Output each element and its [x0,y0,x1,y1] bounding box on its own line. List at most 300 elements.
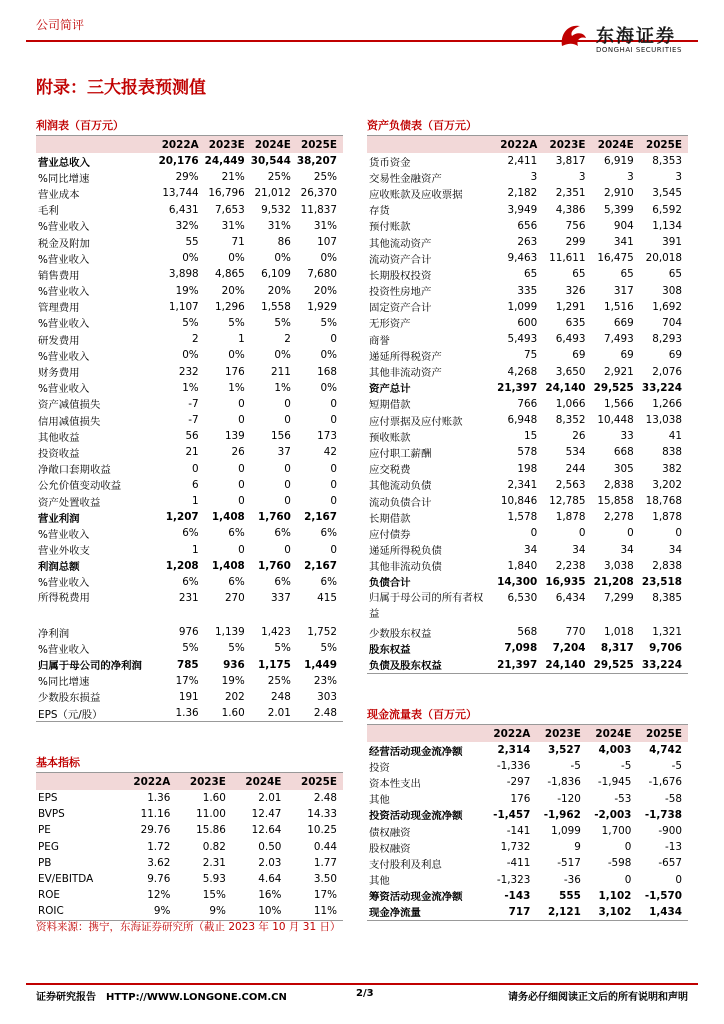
value-cell: 0 [330,462,337,475]
row-label: 现金净流量 [367,904,486,921]
value-cell: 0 [284,462,291,475]
value-cell: -517 [557,857,581,870]
table-row [367,283,688,299]
value-cell: 1,692 [652,300,682,313]
table-row [367,758,688,774]
row-label: EPS [38,792,58,805]
table-row [36,202,343,218]
value-cell: 0% [320,381,337,394]
value-cell: -141 [506,825,531,838]
row-label: 固定资产合计 [369,302,432,315]
value-cell: 1.60 [205,705,251,722]
value-cell: 5.93 [202,873,226,886]
value-cell: 2.01 [251,705,297,722]
table-row [36,689,343,705]
table-row [36,806,343,822]
row-label: %营业收入 [38,253,90,266]
value-cell: 2.48 [297,705,343,722]
row-label: 负债及股东权益 [367,656,495,673]
value-cell: 34 [668,543,682,556]
row-label: 营业利润 [38,512,80,525]
table-row [36,855,343,871]
value-cell: 0 [330,414,337,427]
row-label: 经营活动现金流净额 [369,745,463,758]
value-cell: 3 [627,171,634,184]
row-label: 投资 [369,761,390,774]
value-cell: 2,167 [304,559,337,572]
row-label: 股权融资 [369,842,411,855]
table-row [36,461,343,477]
row-label: 少数股东损益 [38,692,101,705]
value-cell: 3 [675,171,682,184]
value-cell: 0 [284,495,291,508]
value-cell: 0% [320,252,337,265]
table-row [367,169,688,185]
row-label: %营业收入 [38,350,90,363]
value-cell: 12,785 [549,495,586,508]
value-cell: 0% [274,349,291,362]
table-row [367,823,688,839]
row-label: 负债合计 [369,577,411,590]
value-cell: 770 [565,626,586,639]
value-cell: 976 [178,626,199,639]
page-number: 2/3 [356,988,374,999]
value-cell: -1,570 [644,889,682,902]
value-cell: 176 [224,365,245,378]
value-cell: 2,182 [507,187,538,200]
value-cell: 0 [578,527,586,540]
value-cell: 2,351 [555,187,586,200]
value-cell: -1,962 [543,808,581,821]
page-title: 附录：三大报表预测值 [36,78,206,98]
table-row [36,640,343,656]
column-header: 2022A [495,136,543,153]
value-cell: 1,840 [507,559,538,572]
value-cell: 1 [192,495,199,508]
value-cell: 29,525 [592,656,640,673]
value-cell: 1,134 [652,219,682,232]
table-row [367,590,688,624]
value-cell: 4,865 [215,268,245,281]
table-header-row [367,725,688,742]
value-cell: 1,434 [637,904,688,921]
column-header: 2025E [637,725,688,742]
basic-indicators-panel [36,754,343,921]
row-label: %营业收入 [38,221,90,234]
value-cell: 38,207 [296,155,337,168]
value-cell: 16,935 [545,575,586,588]
value-cell: 0 [238,397,245,410]
value-cell: 270 [224,592,245,605]
value-cell: 6% [228,527,245,540]
value-cell: 2.48 [313,792,337,805]
value-cell: 32% [175,219,199,232]
value-cell: 31% [221,219,245,232]
value-cell: 5% [182,642,199,655]
row-label: 资产处置收益 [38,496,101,509]
dragon-logo-icon [556,20,590,54]
value-cell: 16,796 [208,187,245,200]
value-cell: 202 [224,690,245,703]
value-cell: 176 [510,792,531,805]
value-cell: 0% [182,252,199,265]
value-cell: 198 [517,462,538,475]
value-cell: 248 [271,690,291,703]
footer-divider [26,983,698,985]
value-cell: 3,527 [548,744,581,757]
table-row [36,574,343,590]
value-cell: 37 [277,446,291,459]
value-cell: 69 [620,349,634,362]
row-label: 支付股利及利息 [369,858,442,871]
table-row [36,153,343,169]
value-cell: 0 [330,495,337,508]
row-label: 交易性金融资产 [369,172,442,185]
row-label: PEG [38,840,59,853]
value-cell: 7,204 [552,642,586,655]
value-cell: 4,003 [598,744,632,757]
value-cell: -657 [658,857,682,870]
row-label: 流动资产合计 [369,253,432,266]
value-cell: 0 [530,527,538,540]
balance-sheet-title: 资产负债表（百万元） [367,117,688,136]
value-cell: 1,423 [261,626,291,639]
row-label: 货币资金 [369,156,411,169]
value-cell: 7,653 [215,203,245,216]
value-cell: 24,140 [543,656,591,673]
table-row [367,461,688,477]
value-cell: 717 [486,904,537,921]
table-row [367,444,688,460]
value-cell: 9,463 [507,252,538,265]
row-label: 流动负债合计 [369,496,432,509]
value-cell: 232 [178,365,199,378]
value-cell: 936 [223,658,245,671]
value-cell: 41 [668,430,682,443]
row-label: 股东权益 [369,643,411,656]
value-cell: 0 [330,478,337,491]
header-label-cell [367,725,486,742]
value-cell: 9% [120,903,177,920]
value-cell: 2,278 [604,511,634,524]
value-cell: 191 [178,690,199,703]
value-cell: 19% [175,284,199,297]
value-cell: 26,370 [300,187,337,200]
value-cell: 4.64 [258,873,282,886]
value-cell: 6 [192,478,199,491]
table-row [367,904,688,921]
header-label-cell [36,136,159,153]
value-cell: 2,563 [555,478,586,491]
table-row [367,558,688,574]
value-cell: 107 [317,236,337,249]
value-cell: 1,018 [604,626,634,639]
income-statement-panel [36,117,343,722]
row-label: 其他收益 [38,431,80,444]
table-row [36,315,343,331]
value-cell: 1.60 [202,792,226,805]
row-label: 投资性房地产 [369,286,432,299]
value-cell: 308 [662,284,682,297]
value-cell: 17% [313,889,337,902]
row-label: 归属于母公司的净利润 [38,660,142,673]
value-cell: 156 [271,430,291,443]
table-row [36,299,343,315]
value-cell: 15.86 [196,824,226,837]
value-cell: 600 [517,316,538,329]
value-cell: 9% [176,903,232,920]
value-cell: 4,268 [507,365,538,378]
table-row [36,347,343,363]
row-label: 递延所得税负债 [369,545,442,558]
table-row [36,542,343,558]
value-cell: 11% [287,903,343,920]
value-cell: 6,109 [261,268,291,281]
table-header-row [36,136,343,153]
value-cell: 71 [231,236,245,249]
table-row [367,299,688,315]
value-cell: 5% [320,316,337,329]
value-cell: 15 [524,430,538,443]
value-cell: 1,752 [307,626,337,639]
value-cell: -1,945 [597,776,632,789]
value-cell: 1% [228,381,245,394]
value-cell: 1,066 [555,397,586,410]
table-row [367,839,688,855]
value-cell: 0% [228,349,245,362]
value-cell: 2.31 [202,856,226,869]
value-cell: 17% [175,674,199,687]
value-cell: 65 [572,268,586,281]
value-cell: 5% [320,642,337,655]
row-label: 所得税费用 [38,592,90,605]
column-header: 2022A [159,136,205,153]
value-cell: 1 [238,333,245,346]
table-row [36,218,343,234]
value-cell: 8,317 [600,642,634,655]
basic-indicators-table [36,773,343,921]
value-cell: 838 [662,446,682,459]
basic-indicators-title: 基本指标 [36,754,343,773]
value-cell: 6% [320,575,337,588]
value-cell: 21,397 [497,381,538,394]
value-cell: 21,012 [254,187,291,200]
value-cell: 1,566 [604,397,634,410]
value-cell: 5% [274,316,291,329]
value-cell: -1,738 [644,808,682,821]
value-cell: 20% [267,284,291,297]
value-cell: -53 [614,792,632,805]
value-cell: 69 [668,349,682,362]
row-label: 存货 [369,205,390,218]
value-cell: -2,003 [594,808,632,821]
row-label: 预收账款 [369,431,411,444]
table-row [36,396,343,412]
table-row [36,428,343,444]
value-cell: 25% [267,674,291,687]
table-row [36,656,343,672]
value-cell: 31% [313,219,337,232]
table-row [36,509,343,525]
value-cell: 1% [274,381,291,394]
row-label: 毛利 [38,205,59,218]
value-cell: 0 [238,414,245,427]
value-cell: 15% [202,889,226,902]
value-cell: 139 [224,430,245,443]
value-cell: -411 [506,857,531,870]
value-cell: 0.82 [202,840,226,853]
value-cell: 2 [192,333,199,346]
value-cell: 0 [284,397,291,410]
value-cell: -143 [504,889,531,902]
row-label: 应交税费 [369,464,411,477]
value-cell: 0 [627,527,634,540]
value-cell: -13 [665,841,682,854]
value-cell: 12.64 [251,824,282,837]
value-cell: 0 [284,543,291,556]
value-cell: 26 [572,430,586,443]
value-cell: 6,530 [507,592,538,605]
value-cell: 24,140 [545,381,586,394]
table-row [36,903,343,920]
value-cell: 391 [662,236,682,249]
table-row [367,380,688,396]
table-row [367,185,688,201]
value-cell: 12% [147,889,171,902]
value-cell: 21,397 [495,656,543,673]
value-cell: 635 [565,316,586,329]
value-cell: 29% [175,171,199,184]
value-cell: 1,700 [601,825,632,838]
column-header: 2023E [176,773,232,790]
row-label: 预付账款 [369,221,411,234]
value-cell: 2,910 [604,187,634,200]
table-row [367,477,688,493]
value-cell: 2,921 [604,365,634,378]
value-cell: 6,948 [507,414,538,427]
value-cell: 86 [277,236,291,249]
value-cell: 18,768 [645,495,682,508]
value-cell: 6,434 [555,592,586,605]
table-row [36,363,343,379]
table-row [36,380,343,396]
row-label: 销售费用 [38,269,80,282]
value-cell: -900 [658,825,682,838]
table-row [36,525,343,541]
row-label: PE [38,824,51,837]
value-cell: 65 [524,268,538,281]
value-cell: 2,167 [304,511,337,524]
value-cell: 0 [330,397,337,410]
value-cell: 4,386 [555,203,586,216]
row-label: %营业收入 [38,286,90,299]
value-cell: 534 [565,446,586,459]
row-label: 长期股权投资 [369,269,432,282]
column-header: 2024E [587,725,638,742]
value-cell: 15,858 [597,495,634,508]
row-label: 投资活动现金流净额 [369,810,463,823]
column-header: 2024E [251,136,297,153]
value-cell: 2.01 [258,792,282,805]
value-cell: 1,408 [211,559,245,572]
row-label: BVPS [38,808,65,821]
table-row [367,412,688,428]
value-cell: 13,038 [645,414,682,427]
table-row [367,218,688,234]
row-label: 利润总额 [38,561,80,574]
value-cell: 0 [238,478,245,491]
table-row [36,250,343,266]
column-header: 2024E [592,136,640,153]
row-label: 长期借款 [369,512,411,525]
value-cell: 9 [574,841,581,854]
value-cell: 55 [185,236,199,249]
row-label: 无形资产 [369,318,411,331]
value-cell: 10,846 [500,495,538,508]
value-cell: 5% [274,642,291,655]
column-header: 2025E [297,136,343,153]
value-cell: 33,224 [641,381,682,394]
value-cell: 1,878 [652,511,682,524]
value-cell: 0 [675,527,682,540]
table-row [367,234,688,250]
table-row [36,444,343,460]
value-cell: 6% [274,527,291,540]
value-cell: 326 [565,284,586,297]
value-cell: 6% [274,575,291,588]
value-cell: 3,102 [587,904,638,921]
value-cell: 26 [231,446,245,459]
value-cell: 3,817 [555,155,586,168]
table-row [36,185,343,201]
table-row [367,656,688,673]
value-cell: 21 [185,446,199,459]
value-cell: 34 [620,543,634,556]
value-cell: 14.33 [307,808,337,821]
value-cell: 168 [317,365,337,378]
value-cell: 0 [238,462,245,475]
value-cell: 29.76 [140,824,171,837]
row-label: 营业总收入 [38,156,90,169]
table-row [36,790,343,806]
value-cell: 1,878 [555,511,586,524]
value-cell: 23% [313,674,337,687]
value-cell: 2,411 [507,155,538,168]
value-cell: -1,676 [648,776,682,789]
table-row [367,791,688,807]
value-cell: 2,314 [497,744,531,757]
value-cell: 1,175 [258,658,291,671]
column-header: 2024E [232,773,288,790]
value-cell: 0% [228,252,245,265]
row-label: ROE [38,889,60,902]
table-header-row [36,773,343,790]
footer-website: 证券研究报告 HTTP://WWW.LONGONE.COM.CN [36,992,287,1003]
value-cell: 2 [284,333,291,346]
value-cell: 1,296 [215,300,245,313]
row-label: 商誉 [369,334,390,347]
value-cell: 1.77 [313,856,337,869]
value-cell: 24,449 [204,155,245,168]
value-cell: 29,525 [593,381,634,394]
row-label: 归属于母公司的所有者权益 [369,592,484,621]
row-label: 筹资活动现金流净额 [369,891,463,904]
value-cell: 11.00 [196,808,226,821]
value-cell: 5,493 [507,333,538,346]
table-row [367,640,688,656]
logo-english-name: DONGHAI SECURITIES [596,46,682,54]
value-cell: 0 [192,462,199,475]
